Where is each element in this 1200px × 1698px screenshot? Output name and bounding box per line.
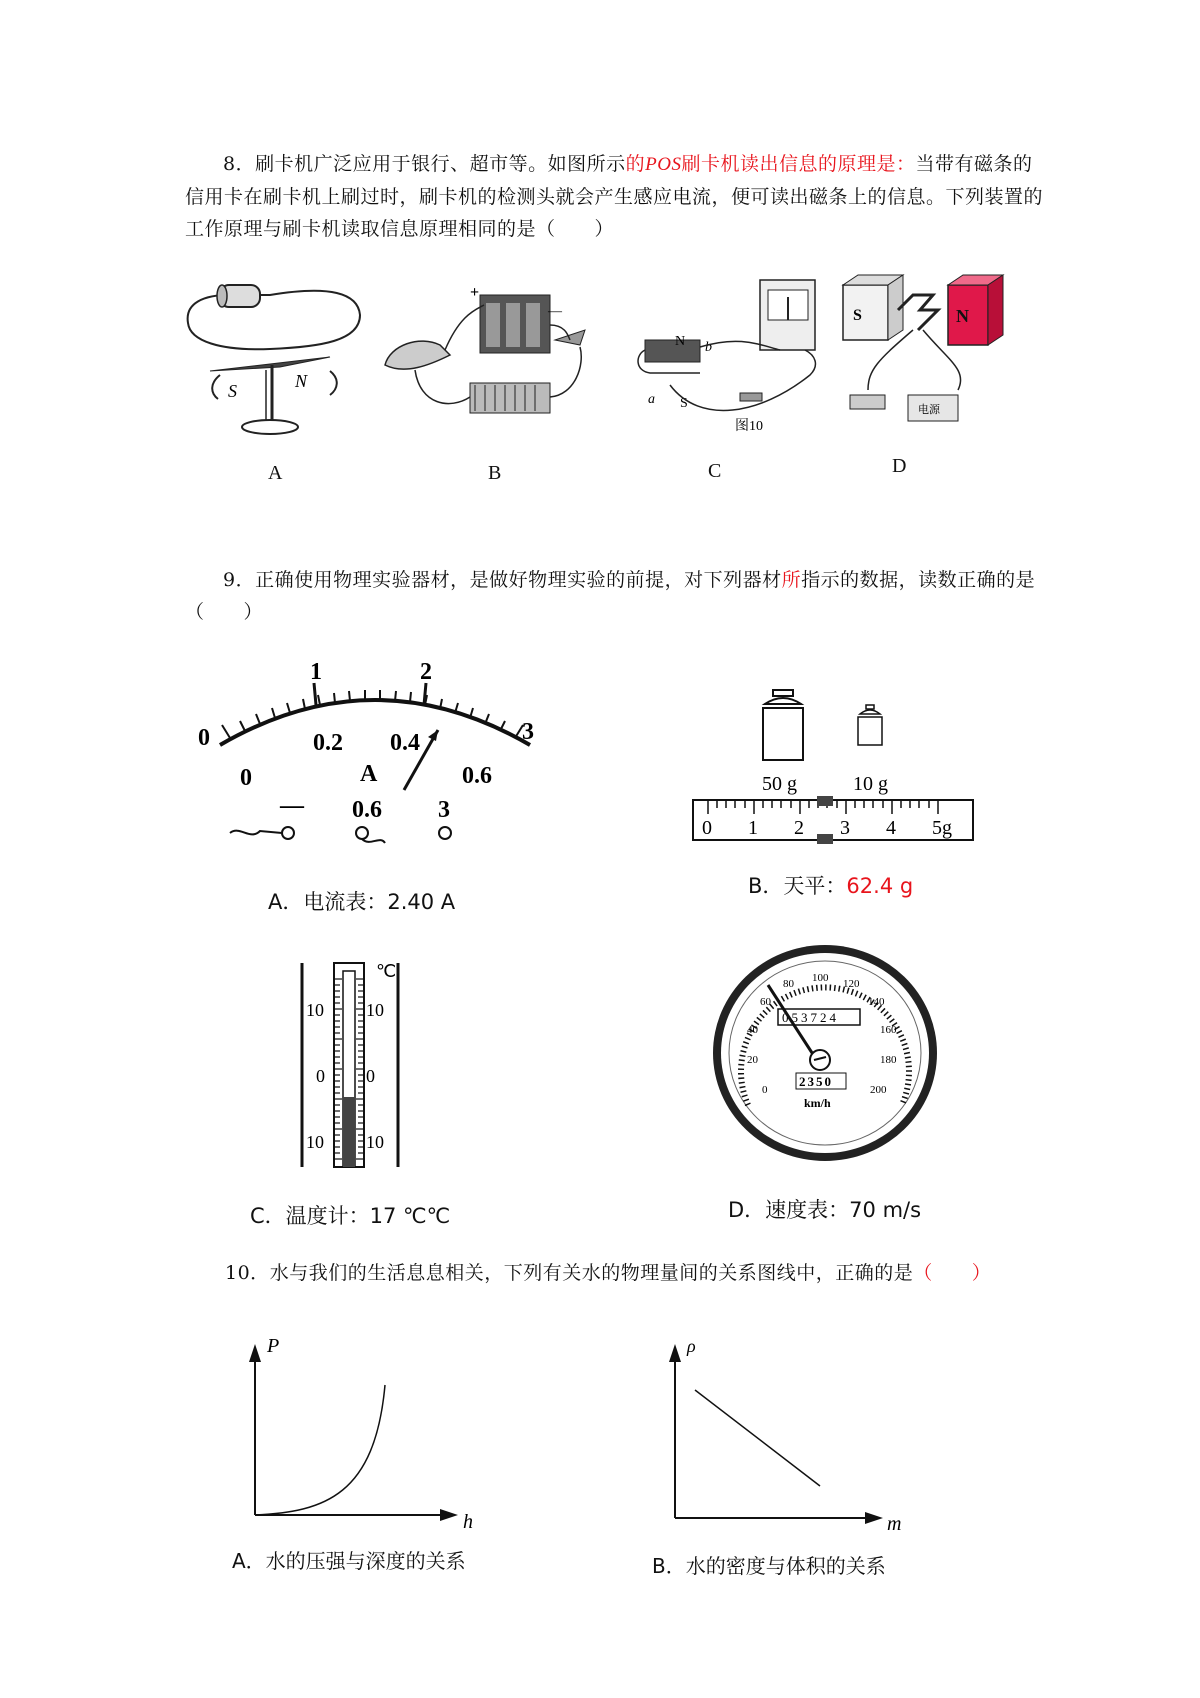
balance-weight-10: 10 g [853,773,888,795]
balance-scale-1: 1 [748,817,758,839]
figure-c-a: a [648,392,655,407]
balance-weight-50: 50 g [762,773,797,795]
q8-figure-d-motor [838,270,1008,440]
speed-tick-20: 20 [747,1054,758,1066]
q9-caption-d: D．速度表：70 m/s [728,1198,922,1222]
ammeter-lower-0.6: 0.6 [462,763,492,789]
q8-figure-a-compass [180,275,370,445]
speed-tick-0: 0 [762,1084,768,1096]
speed-tick-100: 100 [812,972,829,984]
figure-b-plus: + [470,284,480,301]
speed-tick-80: 80 [783,978,794,990]
speedometer-unit: km/h [804,1096,831,1110]
question-9-text: 9．正确使用物理实验器材，是做好物理实验的前提，对下列器材所指示的数据，读数正确的是（ ） [185,569,1036,623]
q9-balance [690,690,980,840]
ammeter-upper-2: 2 [420,659,432,685]
speed-tick-60: 60 [760,996,771,1008]
q10-graph-a [245,1330,485,1533]
q9-speedometer [710,945,940,1165]
ammeter-unit: A [360,761,378,787]
speed-tick-200: 200 [870,1084,887,1096]
speed-tick-180: 180 [880,1054,897,1066]
ammeter-terminal-3: 3 [438,797,450,823]
thermometer-left-0: 0 [316,1066,325,1086]
figure-a-s-label: S [228,381,237,401]
graph-a-ylabel: P [267,1335,280,1357]
thermometer-right-10-top: 10 [366,1000,384,1020]
figure-c-caption: 图10 [735,419,763,434]
speed-tick-40: 40 [747,1024,758,1036]
figure-a-n-label: N [295,371,308,391]
figure-c-n: N [675,334,686,349]
balance-scale-0: 0 [702,817,712,839]
ammeter-upper-3: 3 [522,719,534,745]
question-10-text: 10．水与我们的生活息息相关，下列有关水的物理量间的关系图线中，正确的是（ ） [225,1262,992,1284]
q9-thermometer [290,955,410,1175]
thermometer-left-10-bottom: 10 [306,1132,324,1152]
question-9-number: 9． [223,569,256,591]
speedometer-odometer: 053724 [782,1010,839,1025]
balance-scale-4: 4 [886,817,896,839]
question-10-number: 10． [225,1262,270,1284]
q8-option-a: A [268,462,283,484]
speed-tick-140: 140 [868,996,885,1008]
balance-reading: 62.4 g [846,874,914,898]
figure-b-minus: — [548,304,562,319]
question-8-text: 8．刷卡机广泛应用于银行、超市等。如图所示的POS刷卡机读出信息的原理是：当带有磁条的信用卡在刷卡机上刷过时，刷卡机的检测头就会产生感应电流，便可读出磁条上的信息。下列装置的工作原理与刷卡机读取信息原理相同的是（ ） [185,153,1044,240]
figure-d-s: S [853,307,862,324]
q9-caption-c: C．温度计：17 ℃℃ [250,1204,451,1228]
speedometer-trip: 2350 [799,1074,833,1089]
ammeter-terminal-0.6: 0.6 [352,797,382,823]
thermometer-unit: ℃ [376,961,397,981]
thermometer-left-10-top: 10 [306,1000,324,1020]
speed-tick-160: 160 [880,1024,897,1036]
ammeter-lower-0.2: 0.2 [313,730,343,756]
q8-figure-c-galvanometer [640,275,830,440]
figure-d-n: N [956,306,969,326]
thermometer-right-0: 0 [366,1066,375,1086]
q10-graph-b [665,1330,915,1535]
q9-caption-b: B．天平：62.4 g [748,874,914,898]
ammeter-upper-0: 0 [198,725,210,751]
balance-scale-3: 3 [840,817,850,839]
q10-caption-a: A．水的压强与深度的关系 [232,1549,466,1573]
q8-figure-b-circuit [380,285,595,455]
ammeter-lower-0.4: 0.4 [390,730,420,756]
q8-option-c: C [708,460,722,482]
ammeter-terminal-minus: — [280,793,304,819]
balance-scale-2: 2 [794,817,804,839]
balance-scale-5g: 5g [932,817,952,839]
figure-c-s: S [680,396,688,411]
figure-d-battery: 电源 [918,404,940,416]
q10-caption-b: B．水的密度与体积的关系 [652,1554,886,1578]
speed-tick-120: 120 [843,978,860,990]
graph-b-xlabel: m [887,1513,902,1535]
ammeter-lower-0: 0 [240,765,252,791]
q8-option-b: B [488,462,502,484]
question-8-number: 8． [223,153,256,175]
graph-b-ylabel: ρ [687,1336,696,1356]
graph-a-xlabel: h [463,1511,473,1533]
q9-caption-a: A．电流表：2.40 A [268,890,456,914]
q9-ammeter [198,659,540,845]
q8-option-d: D [892,455,907,477]
thermometer-right-10-bottom: 10 [366,1132,384,1152]
ammeter-upper-1: 1 [310,659,322,685]
figure-c-b: b [705,340,712,355]
